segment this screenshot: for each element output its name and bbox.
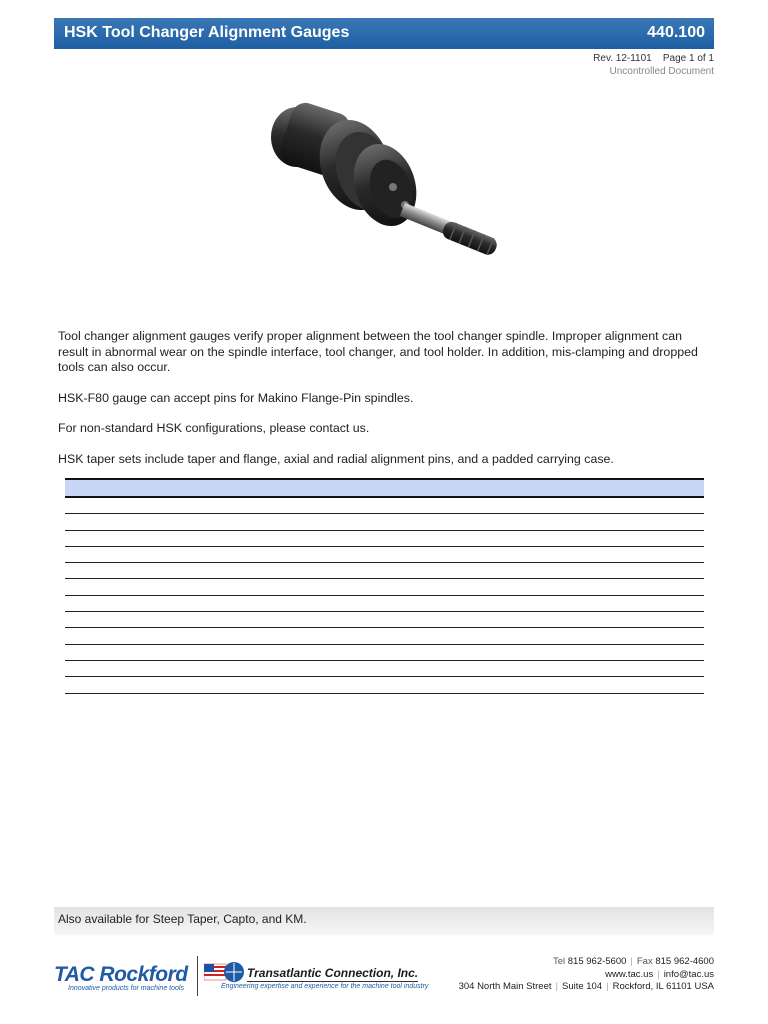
- specification-table: [65, 478, 704, 694]
- table-row: [65, 596, 704, 612]
- tac-rockford-logo: [54, 963, 188, 992]
- availability-note: Also available for Steep Taper, Capto, and KM.: [58, 912, 307, 926]
- flange-pin-paragraph: HSK-F80 gauge can accept pins for Makino Flange-Pin spindles.: [58, 391, 414, 405]
- street-address: 304 North Main Street: [458, 981, 552, 992]
- table-row: [65, 498, 704, 514]
- tac-logo-name: TAC Rockford: [54, 963, 188, 986]
- table-row: [65, 677, 704, 693]
- footer-band: [54, 907, 714, 935]
- table-row: [65, 514, 704, 530]
- phone-line: Tel 815 962-5600 | Fax 815 962-4600: [552, 956, 714, 967]
- suite: Suite 104: [561, 981, 603, 992]
- address-line: 304 North Main Street | Suite 104 | Rockford, IL 61101 USA: [458, 981, 714, 992]
- taper-set-paragraph: HSK taper sets include taper and flange, axial and radial alignment pins, and a padded carrying case.: [58, 452, 614, 466]
- city-state-zip: Rockford, IL 61101 USA: [612, 981, 714, 992]
- table-header: [65, 478, 704, 498]
- fax-number: 815 962-4600: [655, 956, 714, 967]
- product-code: 440.100: [647, 24, 705, 41]
- table-row: [65, 531, 704, 547]
- tc-logo-tagline: Engineering expertise and experience for the machine tool industry: [221, 983, 429, 990]
- email-link[interactable]: info@tac.us: [663, 968, 714, 980]
- intro-paragraph: Tool changer alignment gauges verify proper alignment between the tool changer spindle. Improper alignment can result in abnormal wear on the spindle interface, tool changer, and tool holder. In addition, mis-clamping and dropped tools can also occur.: [58, 329, 698, 374]
- tel-label: Tel: [552, 956, 566, 967]
- table-row: [65, 645, 704, 661]
- tac-logo-tagline: Innovative products for machine tools: [68, 985, 184, 992]
- contact-paragraph: For non-standard HSK configurations, please contact us.: [58, 421, 370, 435]
- logo-divider: [197, 956, 198, 996]
- table-row: [65, 612, 704, 628]
- table-row: [65, 547, 704, 563]
- gauge-product-image: [255, 95, 515, 285]
- revision-info: Rev. 12-1101 Page 1 of 1: [593, 53, 714, 64]
- table-row: [65, 563, 704, 579]
- table-row: [65, 579, 704, 595]
- table-row: [65, 661, 704, 677]
- document-title: HSK Tool Changer Alignment Gauges: [64, 24, 350, 41]
- web-line: www.tac.us | info@tac.us: [605, 968, 714, 980]
- header-bar: [54, 18, 714, 49]
- table-row: [65, 628, 704, 644]
- contact-block: [459, 956, 714, 994]
- tc-logo-name: Transatlantic Connection, Inc.: [247, 966, 419, 980]
- website-link[interactable]: www.tac.us: [605, 968, 654, 980]
- uncontrolled-label: Uncontrolled Document: [609, 66, 714, 77]
- fax-label: Fax: [636, 956, 653, 967]
- tel-number: 815 962-5600: [567, 956, 627, 967]
